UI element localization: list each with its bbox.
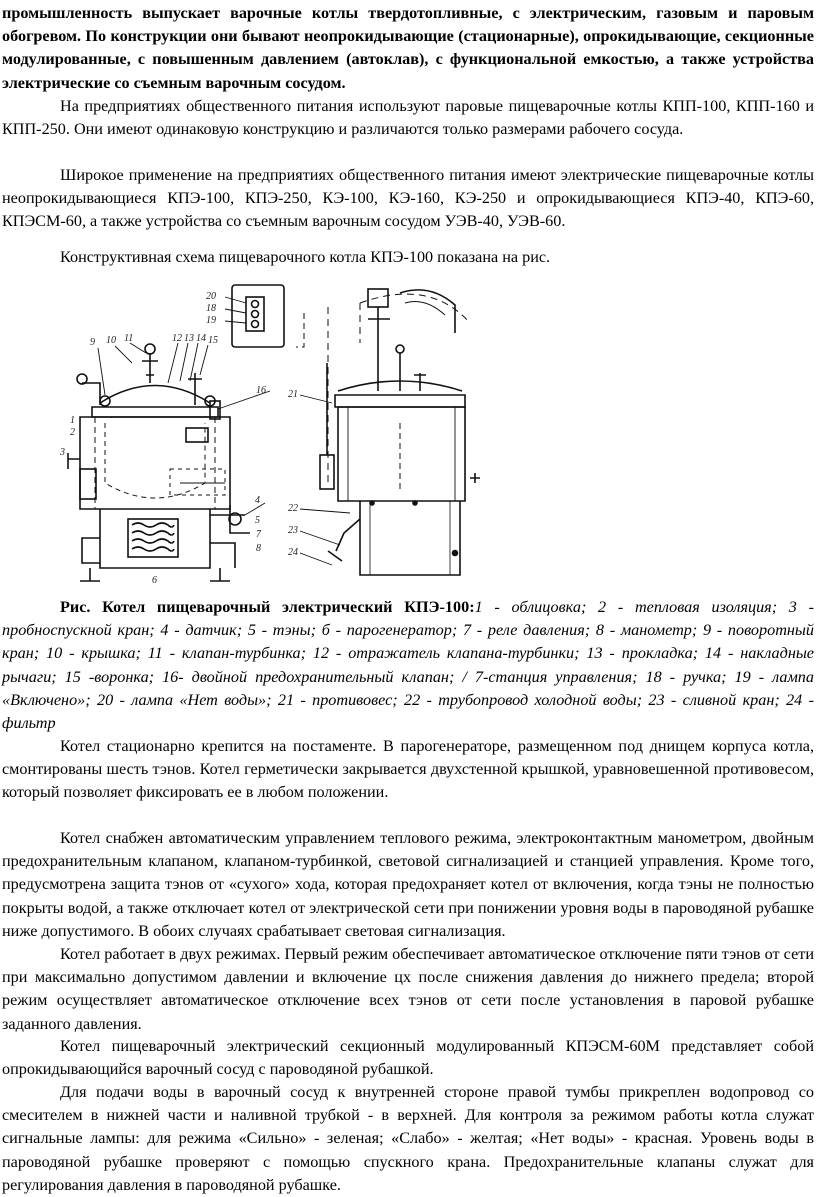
paragraph-9: Для подачи воды в варочный сосуд к внутренней стороне правой тумбы прикреплен водопровод со смесителем в нижней части и наливной трубкой - в верхней. Для контроля за режимом работы котла служат сигнальные лампы: для режима «Сильно» - зеленая; «Слабо» - желтая; «Нет воды» - красная. Уровень воды в пароводяной рубашке проверяют с помощью спускного крана. Предохранительные клапаны служат для регулирования давления в пароводяной рубашке. (2, 1083, 814, 1194)
label-4: 4 (255, 495, 260, 506)
paragraph-electric (2, 164, 814, 234)
label-14: 14 (196, 333, 206, 344)
label-8: 8 (256, 543, 261, 554)
label-1: 1 (70, 415, 75, 426)
label-21: 21 (288, 389, 298, 400)
label-23: 23 (288, 525, 298, 536)
paragraph-modes (2, 943, 814, 1036)
label-13: 13 (184, 333, 194, 344)
label-20: 20 (206, 291, 216, 302)
label-7: 7 (256, 529, 261, 540)
label-16: 16 (256, 385, 266, 396)
paragraph-kpesm (2, 1035, 814, 1081)
figure-caption (2, 596, 814, 735)
paragraph-kpp (2, 95, 814, 141)
label-24: 24 (288, 547, 298, 558)
paragraph-5: Котел стационарно крепится на постаменте. В парогенераторе, размещенном под днищем корпуса котла, смонтированы шесть тэнов. Котел герметически закрывается двухстенной крышкой, уравновешенной противовесом, который позволяет фиксировать ее в любом положении. (2, 737, 814, 802)
paragraph-scheme (2, 246, 814, 269)
caption-paragraph (2, 596, 814, 735)
label-6: 6 (152, 575, 157, 586)
boiler-front-view (68, 343, 270, 581)
paragraph-3: Широкое применение на предприятиях общественного питания имеют электрические пищеварочные котлы неопрокидывающиеся КПЭ-100, КПЭ-250, КЭ-100, КЭ-160, КЭ-250 и опрокидывающиеся КПЭ-40, КПЭ-60, КПЭСМ-60, а также устройства со съемным варочным сосудом УЭВ-40, УЭВ-60. (2, 166, 814, 231)
paragraph-automation (2, 827, 814, 943)
boiler-diagram (60, 283, 780, 588)
paragraph-4: Конструктивная схема пищеварочного котла КПЭ-100 показана на рис. (60, 248, 551, 266)
paragraph-6: Котел снабжен автоматическим управлением теплового режима, электроконтактным манометром, двойным предохранительным клапаном, клапаном-турбинкой, световой сигнализацией и станцией управления. Кроме того, предусмотрена защита тэнов от «сухого» хода, которая предохраняет котел от включения, когда тэны не полностью покрыты водой, а также отключает котел от электрической сети при понижении уровня воды в пароводяной рубашке ниже допустимого. В обоих случаях срабатывает световая сигнализация. (2, 829, 814, 940)
paragraph-intro (2, 2, 814, 95)
caption-text: 1 - облицовка; 2 - тепловая изоляция; 3 - пробноспускной кран; 4 - датчик; 5 - тэны; б - парогенератор; 7 - реле давления; 8 - манометр; 9 - поворотный кран; 10 - крышка; 11 - клапан-турбинка; 12 - отражатель клапана-турбинки; 13 - прокладка; 14 - накладные рычаги; 15 -воронка; 16- двойной предохранительный клапан; / 7-станция управления; 18 - ручка; 19 - лампа «Включено»; 20 - лампа «Нет воды»; 21 - противовес; 22 - трубопровод холодной воды; 23 - сливной кран; 24 - фильтр (2, 598, 814, 733)
paragraph-1: промышленность выпускает варочные котлы твердотопливные, с электрическим, газовым и паровым обогревом. По конструкции они бывают неопрокидывающие (стационарные), опрокидывающие, секционные модулированные, с повышенным давлением (автоклав), с функциональной емкостью, а также устройства электрические со съемным варочным сосудом. (2, 4, 814, 92)
label-2: 2 (70, 427, 75, 438)
label-10: 10 (106, 335, 116, 346)
boiler-side-view (300, 289, 480, 575)
label-22: 22 (288, 503, 298, 514)
label-15: 15 (208, 335, 218, 346)
label-18: 18 (206, 303, 216, 314)
paragraph-water (2, 1081, 814, 1197)
paragraph-mounting (2, 735, 814, 805)
label-11: 11 (124, 333, 134, 344)
paragraph-7: Котел работает в двух режимах. Первый режим обеспечивает автоматическое отключение пяти тэнов от сети при максимально допустимом давлении и включение цх после снижения давления до нижнего предела; второй режим осуществляет автоматическое отключение всех тэнов от сети после установления в паровой рубашке заданного давления. (2, 945, 814, 1033)
control-panel (225, 285, 304, 347)
paragraph-8: Котел пищеварочный электрический секционный модулированный КПЭСМ-60М представляет собой опрокидывающийся варочный сосуд с пароводяной рубашкой. (2, 1037, 814, 1079)
label-19: 19 (206, 315, 216, 326)
label-3: 3 (60, 447, 65, 458)
label-5: 5 (255, 515, 260, 526)
caption-title: Рис. Котел пищеварочный электрический КПЭ-100: (60, 598, 475, 616)
label-12: 12 (172, 333, 182, 344)
paragraph-2: На предприятиях общественного питания используют паровые пищеварочные котлы КПП-100, КПП-160 и КПП-250. Они имеют одинаковую конструкцию и различаются только размерами рабочего сосуда. (2, 97, 814, 139)
label-9: 9 (90, 337, 95, 348)
